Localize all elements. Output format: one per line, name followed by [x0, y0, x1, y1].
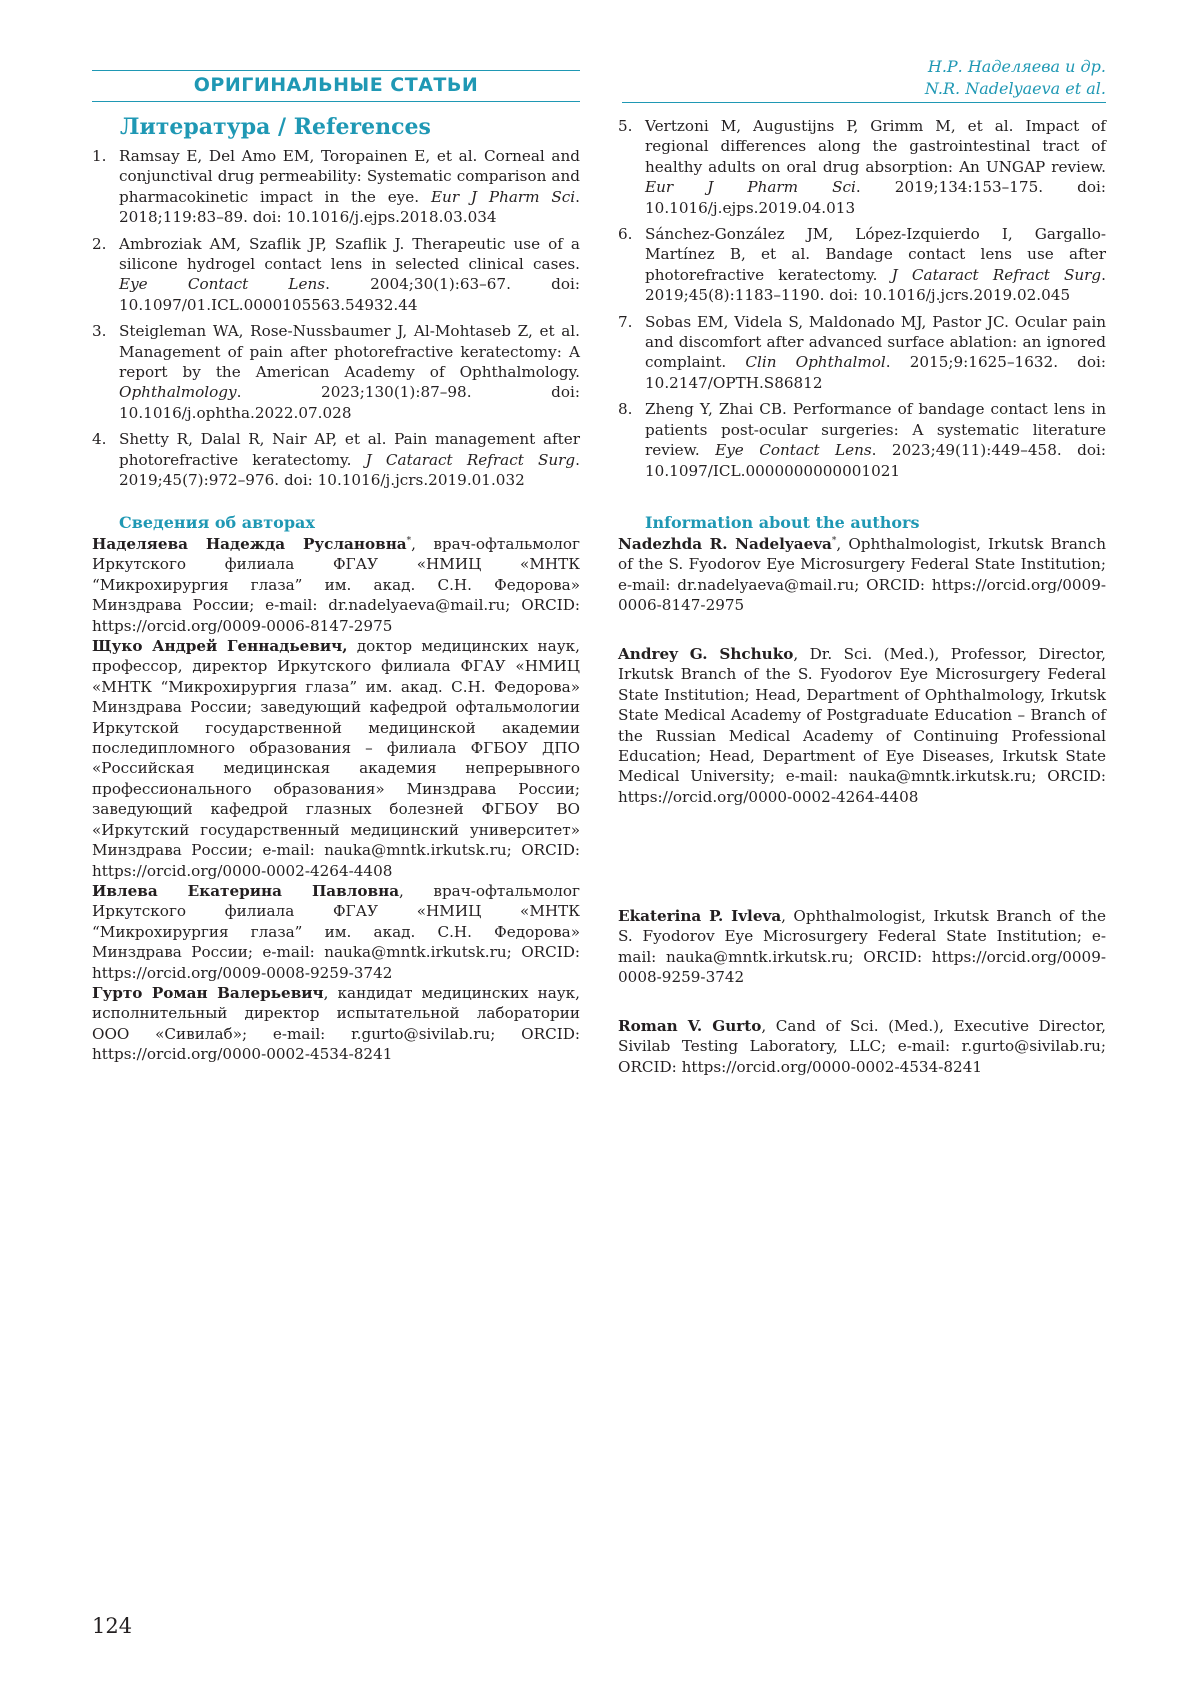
author-details: , врач-офтальмолог Иркутского филиала ФГАУ «НМИЦ «МНТК “Микрохирургия глаза” им. акад. С.Н. Федорова» Минздрава России; e-mail: dr.nadelyaeva@mail.ru; ORCID: https://orcid.org/0009-0006-8147-2975 [92, 535, 580, 635]
reference-number: 3. [92, 322, 107, 341]
reference-item [92, 321, 580, 423]
author-name: Roman V. Gurto [618, 1017, 762, 1035]
author-entry [618, 644, 1106, 807]
author-name: Andrey G. Shchuko [618, 645, 794, 663]
reference-number: 7. [618, 312, 633, 331]
section-header: ОРИГИНАЛЬНЫЕ СТАТЬИ [92, 70, 580, 102]
reference-details: . 2004;30(1):63–67. doi: 10.1097/01.ICL.0000105563.54932.44 [119, 275, 580, 314]
author-details: , Cand of Sci. (Med.), Executive Director, Sivilab Testing Laboratory, LLC; e-mail: r.gurto@sivilab.ru; ORCID: https://orcid.org/0000-0002-4534-8241 [618, 1017, 1106, 1076]
authors-ru-section [92, 512, 580, 1065]
author-name: Ekaterina P. Ivleva [618, 907, 782, 925]
references-left-column [92, 146, 580, 497]
reference-journal: J Cataract Refract Surg [365, 450, 576, 469]
reference-details: . 2023;130(1):87–98. doi: 10.1016/j.ophtha.2022.07.028 [119, 383, 580, 422]
reference-item [618, 312, 1106, 394]
running-head-authors-ru: Н.Р. Наделяева и др. [927, 57, 1106, 76]
reference-journal: Ophthalmology [119, 383, 237, 402]
author-details: , врач-офтальмолог Иркутского филиала ФГАУ «НМИЦ «МНТК “Микрохирургия глаза” им. акад. С.Н. Федорова» Минздрава России; e-mail: nauka@mntk.irkutsk.ru; ORCID: https://orcid.org/0009-0008-9259-3742 [92, 881, 580, 982]
reference-details: . 2023;49(11):449–458. doi: 10.1097/ICL.0000000000001021 [645, 441, 1106, 480]
running-head [622, 56, 1106, 100]
reference-journal: Eur J Pharm Sci [430, 187, 576, 206]
author-details: , Ophthalmologist, Irkutsk Branch of the S. Fyodorov Eye Microsurgery Federal State Institution; e-mail: nauka@mntk.irkutsk.ru; ORCID: https://orcid.org/0009-0008-9259-3742 [618, 907, 1106, 987]
running-head-authors-en: N.R. Nadelyaeva et al. [924, 79, 1106, 98]
author-details: , Ophthalmologist, Irkutsk Branch of the S. Fyodorov Eye Microsurgery Federal State Institution; e-mail: dr.nadelyaeva@mail.ru; ORCID: https://orcid.org/0009-0006-8147-2975 [618, 535, 1106, 615]
author-name: Ивлева Екатерина Павловна [92, 881, 400, 900]
reference-text: Zheng Y, Zhai CB. Performance of bandage contact lens in patients post-ocular surgeries: A systematic literature review. [645, 400, 1106, 460]
reference-journal: Eye Contact Lens [119, 275, 326, 294]
author-entry [618, 1016, 1106, 1077]
reference-text: Vertzoni M, Augustijns P, Grimm M, et al. Impact of regional differences along the gastrointestinal tract of healthy adults on oral drug absorption: An UNGAP review. [645, 117, 1106, 176]
reference-journal: Clin Ophthalmol [745, 353, 886, 372]
reference-item [618, 116, 1106, 218]
reference-item [618, 399, 1106, 481]
author-name: Гурто Роман Валерьевич [92, 983, 324, 1002]
author-entry [618, 906, 1106, 988]
author-entry [92, 636, 580, 881]
reference-number: 4. [92, 430, 107, 449]
reference-number: 1. [92, 147, 107, 165]
reference-text: Ambroziak AM, Szaflik JP, Szaflik J. Therapeutic use of a silicone hydrogel contact lens in selected clinical cases. [119, 234, 580, 274]
reference-journal: Eye Contact Lens [715, 441, 872, 460]
author-details: , кандидат медицинских наук, исполнительный директор испытательной лаборатории ООО «Сивилаб»; e-mail: r.gurto@sivilab.ru; ORCID: https://orcid.org/0000-0002-4534-8241 [92, 983, 581, 1064]
page-number: 124 [92, 1614, 133, 1638]
authors-en-title: Information about the authors [645, 513, 920, 532]
reference-journal: Eur J Pharm Sci [645, 178, 856, 197]
reference-text: Shetty R, Dalal R, Nair AP, et al. Pain management after photorefractive keratectomy. [119, 430, 580, 469]
references-right-column [618, 116, 1106, 487]
reference-text: Sobas EM, Videla S, Maldonado MJ, Pastor JC. Ocular pain and discomfort after advanced surface ablation: an ignored complaint. [645, 312, 1106, 372]
reference-text: Ramsay E, Del Amo EM, Toropainen E, et al. Corneal and conjunctival drug permeability: Systematic comparison and pharmacokinetic impact in the eye. [119, 147, 580, 206]
author-details: , Dr. Sci. (Med.), Professor, Director, Irkutsk Branch of the S. Fyodorov Eye Microsurgery Federal State Institution; Head, Department of Ophthalmology, Irkutsk State Medical Academy of Postgraduate Education – Branch of the Russian Medical Academy of Continuing Professional Education; Head, Department of Eye Diseases, Irkutsk State Medical University; e-mail: nauka@mntk.irkutsk.ru; ORCID: https://orcid.org/0000-0002-4264-4408 [618, 645, 1106, 806]
reference-number: 2. [92, 234, 107, 253]
reference-text: Sánchez-González JM, López-Izquierdo I, Gargallo-Martínez B, et al. Bandage contact lens use after photorefractive keratectomy. [645, 225, 1106, 284]
reference-details: . 2019;45(7):972–976. doi: 10.1016/j.jcrs.2019.01.032 [119, 450, 580, 490]
references-title: Литература / References [120, 114, 431, 140]
reference-item [92, 234, 580, 316]
reference-number: 5. [618, 117, 633, 135]
corresponding-author-mark: * [831, 535, 837, 546]
reference-text: Steigleman WA, Rose-Nussbaumer J, Al-Mohtaseb Z, et al. Management of pain after photorefractive keratectomy: A report by the American Academy of Ophthalmology. [119, 322, 580, 382]
reference-details: . 2019;134:153–175. doi: 10.1016/j.ejps.2019.04.013 [645, 178, 1106, 217]
author-entry [92, 983, 580, 1065]
author-details: доктор медицинских наук, профессор, директор Иркутского филиала ФГАУ «НМИЦ «МНТК “Микрохирургия глаза” им. акад. С.Н. Федорова» Минздрава России; заведующий кафедрой офтальмологии Иркутской государственной медицинской академии последипломного образования – филиала ФГБОУ ДПО «Российская медицинская академия непрерывного профессионального образования» Минздрава России; заведующий кафедрой глазных болезней ФГБОУ ВО «Иркутский государственный медицинский университет» Минздрава России; e-mail: nauka@mntk.irkutsk.ru; ORCID: https://orcid.org/0000-0002-4264-4408 [92, 637, 580, 880]
reference-number: 8. [618, 400, 633, 419]
authors-ru-title: Сведения об авторах [119, 513, 315, 532]
author-entry [92, 881, 580, 983]
author-entry [92, 534, 580, 636]
reference-number: 6. [618, 225, 633, 244]
reference-journal: J Cataract Refract Surg [891, 265, 1102, 284]
author-name: Наделяева Надежда Руслановна [92, 535, 407, 553]
author-name: Nadezhda R. Nadelyaeva [618, 535, 832, 553]
author-entry [618, 534, 1106, 616]
author-name: Щуко Андрей Геннадьевич, [92, 637, 348, 656]
running-head-rule [622, 102, 1106, 103]
reference-item [92, 146, 580, 228]
reference-list [618, 116, 1106, 481]
reference-details: . 2018;119:83–89. doi: 10.1016/j.ejps.2018.03.034 [119, 187, 580, 227]
corresponding-author-mark: * [406, 535, 412, 546]
reference-item [92, 429, 580, 490]
reference-list [92, 146, 580, 491]
reference-item [618, 224, 1106, 306]
reference-details: . 2019;45(8):1183–1190. doi: 10.1016/j.jcrs.2019.02.045 [645, 265, 1106, 305]
reference-details: . 2015;9:1625–1632. doi: 10.2147/OPTH.S86812 [645, 353, 1106, 392]
